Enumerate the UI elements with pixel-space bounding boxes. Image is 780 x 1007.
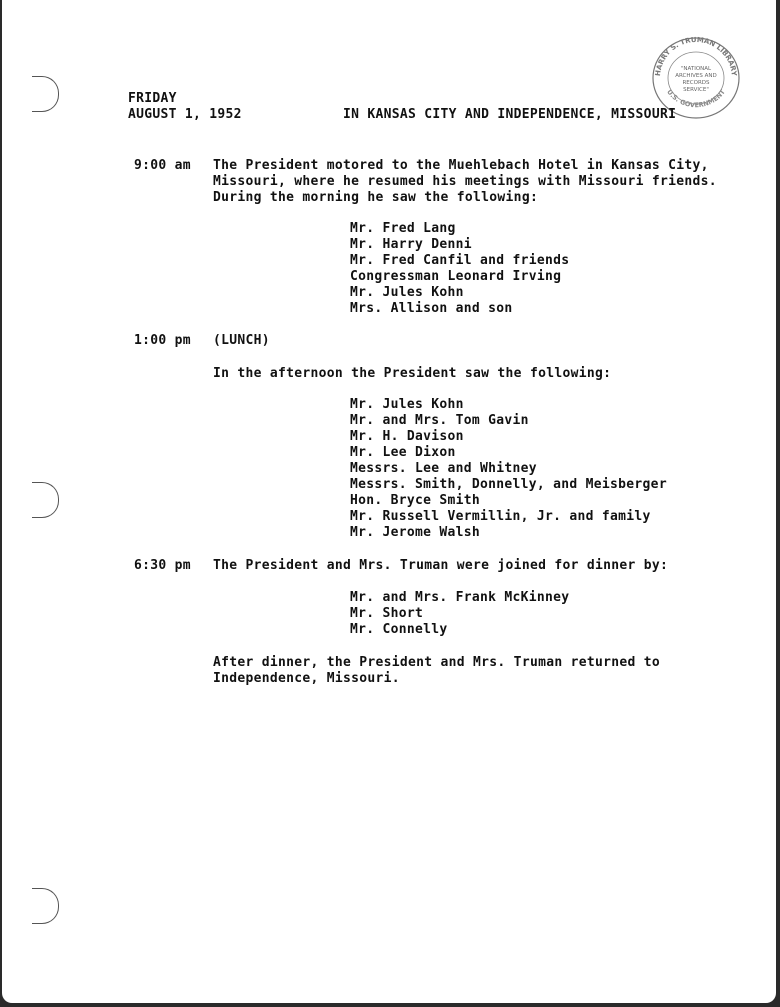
entry-line: During the morning he saw the following:: [213, 190, 539, 205]
header-day: FRIDAY: [128, 91, 177, 106]
guest-name: Mr. Short: [350, 606, 424, 621]
stamp-line-3: RECORDS: [682, 80, 710, 86]
entry-time-lunch: 1:00 pm: [134, 333, 191, 348]
dinner-guest-list: [350, 590, 569, 638]
guest-name: Mr. Connelly: [350, 622, 448, 637]
stamp-line-4: SERVICE": [683, 87, 709, 93]
closing-line: After dinner, the President and Mrs. Truman returned to: [213, 655, 660, 670]
morning-visitor-list: [350, 221, 569, 317]
visitor-name: Mr. Fred Lang: [350, 221, 456, 236]
entry-line: Missouri, where he resumed his meetings with Missouri friends.: [213, 174, 717, 189]
visitor-name: Mr. Jules Kohn: [350, 397, 464, 412]
binder-hole-bottom: [32, 888, 59, 924]
visitor-name: Mr. H. Davison: [350, 429, 464, 444]
header-location: IN KANSAS CITY AND INDEPENDENCE, MISSOURI: [343, 107, 677, 122]
entry-time-morning: 9:00 am: [134, 158, 191, 173]
afternoon-visitor-list: [350, 397, 667, 541]
entry-line: The President motored to the Muehlebach Hotel in Kansas City,: [213, 158, 709, 173]
visitor-name: Mr. Jules Kohn: [350, 285, 464, 300]
document-page: [2, 0, 776, 1003]
visitor-name: Congressman Leonard Irving: [350, 269, 562, 284]
visitor-name: Mr. Russell Vermillin, Jr. and family: [350, 509, 651, 524]
stamp-line-1: "NATIONAL: [680, 66, 712, 72]
visitor-name: Mr. Lee Dixon: [350, 445, 456, 460]
closing-line: Independence, Missouri.: [213, 671, 400, 686]
stamp-ring-text: HARRY S. TRUMAN LIBRARY: [653, 36, 739, 77]
binder-hole-top: [32, 76, 59, 112]
entry-time-dinner: 6:30 pm: [134, 558, 191, 573]
entry-line: (LUNCH): [213, 333, 270, 348]
afternoon-intro: In the afternoon the President saw the following:: [213, 366, 612, 381]
visitor-name: Mr. Fred Canfil and friends: [350, 253, 570, 268]
header-date: AUGUST 1, 1952: [128, 107, 242, 122]
guest-name: Mr. and Mrs. Frank McKinney: [350, 590, 570, 605]
visitor-name: Mrs. Allison and son: [350, 301, 513, 316]
visitor-name: Mr. Jerome Walsh: [350, 525, 481, 540]
visitor-name: Mr. Harry Denni: [350, 237, 472, 252]
stamp-line-2: ARCHIVES AND: [675, 73, 717, 79]
visitor-name: Hon. Bryce Smith: [350, 493, 481, 508]
visitor-name: Messrs. Lee and Whitney: [350, 461, 537, 476]
entry-line: The President and Mrs. Truman were joined for dinner by:: [213, 558, 669, 573]
visitor-name: Mr. and Mrs. Tom Gavin: [350, 413, 529, 428]
stamp-bottom-text: U.S. GOVERNMENT: [665, 88, 727, 110]
visitor-name: Messrs. Smith, Donnelly, and Meisberger: [350, 477, 667, 492]
binder-hole-middle: [32, 482, 59, 518]
